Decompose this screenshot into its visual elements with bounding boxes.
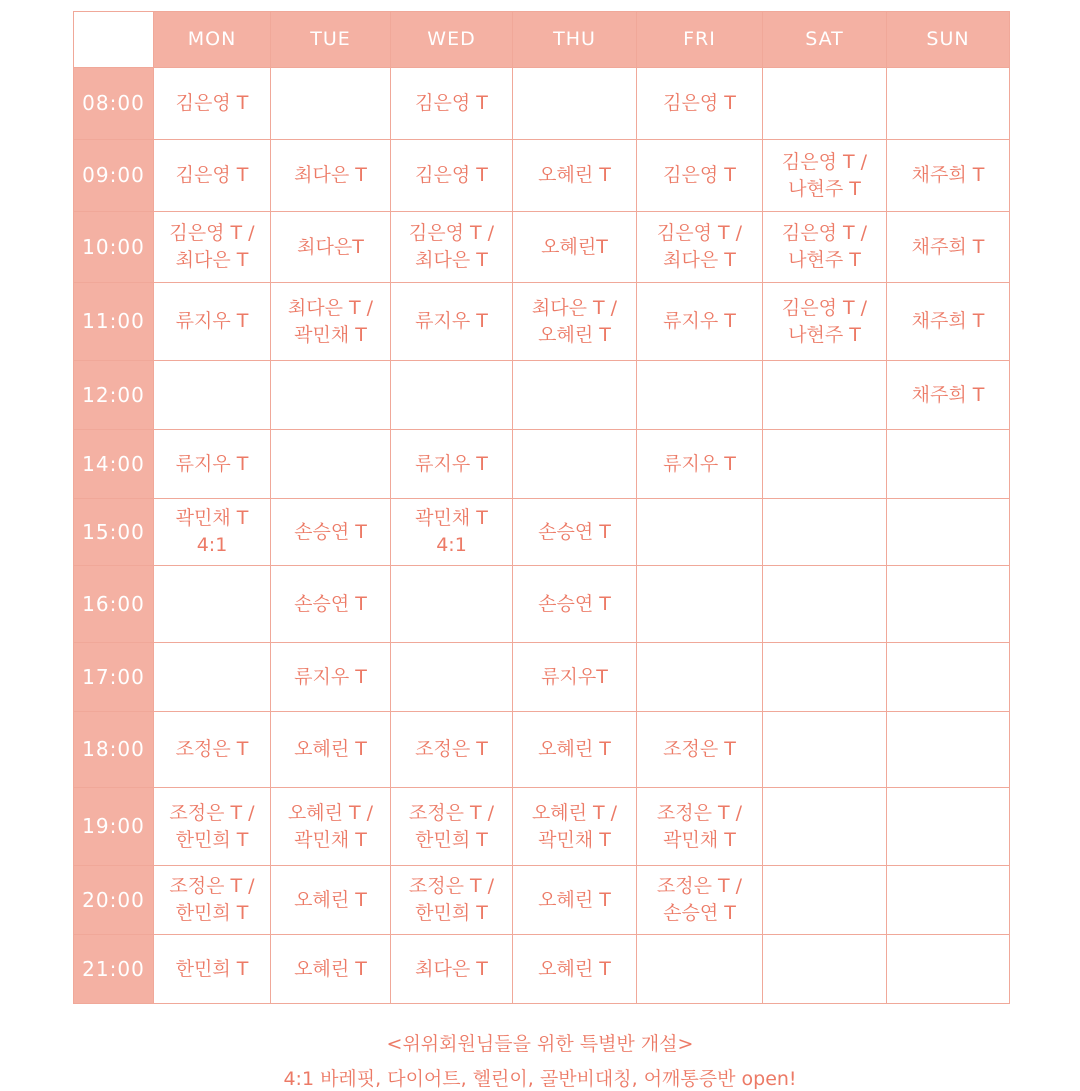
schedule-cell — [637, 361, 763, 430]
weekly-schedule-table — [73, 11, 1010, 1004]
special-class-title: <위위회원님들을 위한 특별반 개설> — [386, 1033, 694, 1055]
schedule-cell — [637, 935, 763, 1004]
instructor-entry: 김은영 T — [663, 164, 736, 186]
instructor-entry: 오혜린T — [541, 235, 608, 258]
instructor-entry: 김은영 T / — [169, 222, 255, 244]
schedule-cell — [637, 788, 763, 866]
time-row — [74, 788, 1010, 866]
schedule-cell — [154, 361, 271, 430]
schedule-cell — [391, 430, 513, 499]
instructor-entry: 곽민채 T — [294, 323, 367, 346]
schedule-cell — [271, 361, 391, 430]
instructor-entry: 채주희 T — [911, 164, 985, 186]
schedule-cell — [887, 430, 1010, 499]
instructor-entry: 오혜린 T — [538, 957, 611, 980]
instructor-entry: 김은영 T — [415, 164, 488, 186]
instructor-entry: 조정은 T — [415, 738, 488, 760]
instructor-entry: 나현주 T — [788, 177, 861, 200]
schedule-cell — [513, 283, 637, 361]
schedule-cell — [271, 566, 391, 643]
schedule-cell — [763, 68, 887, 140]
schedule-cell — [887, 788, 1010, 866]
time-row — [74, 712, 1010, 788]
schedule-cell — [154, 566, 271, 643]
schedule-cell — [271, 430, 391, 499]
instructor-entry: 오혜린 T — [538, 323, 611, 346]
instructor-entry: 곽민채 T — [538, 828, 611, 851]
schedule-cell — [887, 566, 1010, 643]
schedule-cell — [763, 566, 887, 643]
instructor-entry: 채주희 T — [911, 383, 985, 406]
instructor-entry: 김은영 T / — [408, 222, 495, 244]
instructor-entry: 최다은T — [297, 235, 364, 258]
time-row — [74, 361, 1010, 430]
instructor-entry: 류지우 T — [175, 452, 249, 475]
schedule-cell — [271, 788, 391, 866]
instructor-entry: 류지우T — [541, 665, 608, 688]
instructor-entry: 조정은 T / — [408, 875, 495, 897]
schedule-cell — [271, 866, 391, 935]
schedule-cell — [391, 361, 513, 430]
instructor-entry: 손승연 T — [294, 520, 367, 543]
schedule-cell — [763, 935, 887, 1004]
schedule-cell — [271, 68, 391, 140]
schedule-cell — [763, 788, 887, 866]
schedule-cell — [763, 212, 887, 283]
time-row — [74, 283, 1010, 361]
instructor-entry: 김은영 T / — [781, 150, 868, 173]
schedule-body — [74, 68, 1010, 1004]
instructor-entry: 류지우 T — [663, 452, 736, 475]
instructor-entry: 조정은 T — [663, 738, 736, 760]
schedule-cell — [887, 283, 1010, 361]
instructor-entry: 나현주 T — [788, 249, 861, 271]
schedule-cell — [887, 935, 1010, 1004]
schedule-cell — [513, 361, 637, 430]
schedule-cell — [763, 430, 887, 499]
time-slot-label: 14:00 — [74, 430, 154, 499]
instructor-entry: 손승연 T — [663, 902, 736, 924]
instructor-entry: 김은영 T / — [656, 222, 743, 244]
time-row — [74, 866, 1010, 935]
special-class-subtitle: 4:1 바레핏, 다이어트, 헬린이, 골반비대칭, 어깨통증반 open! — [283, 1068, 797, 1090]
day-header-sat: SAT — [763, 12, 887, 68]
schedule-cell — [513, 935, 637, 1004]
schedule-cell — [513, 140, 637, 212]
instructor-entry: 곽민채 T — [175, 507, 249, 529]
instructor-entry: 4:1 — [436, 534, 467, 556]
instructor-entry: 류지우 T — [294, 665, 367, 688]
schedule-cell — [271, 499, 391, 566]
day-header-row — [74, 12, 1010, 68]
schedule-cell — [154, 643, 271, 712]
schedule-cell — [154, 788, 271, 866]
instructor-entry: 한민희 T — [415, 902, 488, 924]
schedule-cell — [391, 935, 513, 1004]
schedule-cell — [154, 140, 271, 212]
schedule-cell — [154, 866, 271, 935]
instructor-entry: 최다은 T / — [287, 296, 374, 319]
header-corner — [74, 12, 154, 68]
time-row — [74, 499, 1010, 566]
time-slot-label: 19:00 — [74, 788, 154, 866]
schedule-cell — [763, 140, 887, 212]
schedule-cell — [391, 788, 513, 866]
time-slot-label: 09:00 — [74, 140, 154, 212]
instructor-entry: 나현주 T — [788, 323, 861, 346]
time-row — [74, 140, 1010, 212]
time-row — [74, 68, 1010, 140]
instructor-entry: 오혜린 T — [294, 738, 367, 760]
schedule-cell — [391, 566, 513, 643]
schedule-cell — [637, 643, 763, 712]
schedule-cell — [763, 712, 887, 788]
schedule-cell — [391, 866, 513, 935]
schedule-cell — [637, 430, 763, 499]
instructor-entry: 조정은 T / — [656, 801, 743, 824]
instructor-entry: 곽민채 T — [415, 507, 488, 529]
instructor-entry: 한민희 T — [415, 828, 488, 851]
time-slot-label: 18:00 — [74, 712, 154, 788]
schedule-cell — [513, 788, 637, 866]
instructor-entry: 한민희 T — [175, 828, 249, 851]
schedule-cell — [637, 68, 763, 140]
instructor-entry: 손승연 T — [538, 520, 611, 543]
schedule-cell — [513, 430, 637, 499]
instructor-entry: 김은영 T / — [781, 296, 868, 319]
day-header-thu: THU — [513, 12, 637, 68]
time-slot-label: 12:00 — [74, 361, 154, 430]
schedule-cell — [513, 643, 637, 712]
instructor-entry: 조정은 T — [175, 738, 249, 760]
time-slot-label: 20:00 — [74, 866, 154, 935]
instructor-entry: 류지우 T — [175, 310, 249, 332]
instructor-entry: 손승연 T — [538, 592, 611, 615]
schedule-cell — [154, 212, 271, 283]
time-slot-label: 08:00 — [74, 68, 154, 140]
schedule-cell — [391, 283, 513, 361]
time-slot-label: 15:00 — [74, 499, 154, 566]
schedule-cell — [391, 643, 513, 712]
schedule-cell — [637, 212, 763, 283]
instructor-entry: 한민희 T — [175, 957, 249, 980]
day-header-fri: FRI — [637, 12, 763, 68]
time-row — [74, 566, 1010, 643]
instructor-entry: 오혜린 T / — [531, 801, 618, 824]
day-header-sun: SUN — [887, 12, 1010, 68]
schedule-cell — [887, 68, 1010, 140]
instructor-entry: 곽민채 T — [294, 828, 367, 851]
schedule-cell — [271, 212, 391, 283]
schedule-cell — [887, 499, 1010, 566]
time-slot-label: 21:00 — [74, 935, 154, 1004]
instructor-entry: 최다은 T / — [531, 296, 618, 319]
schedule-cell — [391, 68, 513, 140]
schedule-cell — [391, 712, 513, 788]
schedule-cell — [391, 499, 513, 566]
schedule-cell — [513, 499, 637, 566]
schedule-cell — [513, 866, 637, 935]
time-slot-label: 11:00 — [74, 283, 154, 361]
day-header-mon: MON — [154, 12, 271, 68]
schedule-cell — [391, 140, 513, 212]
instructor-entry: 류지우 T — [415, 452, 488, 475]
time-row — [74, 430, 1010, 499]
instructor-entry: 김은영 T — [175, 92, 249, 114]
schedule-cell — [154, 712, 271, 788]
schedule-cell — [154, 430, 271, 499]
schedule-cell — [887, 212, 1010, 283]
schedule-cell — [513, 68, 637, 140]
schedule-cell — [887, 361, 1010, 430]
instructor-entry: 오혜린 T / — [287, 801, 374, 824]
instructor-entry: 4:1 — [196, 534, 228, 556]
schedule-cell — [763, 499, 887, 566]
time-row — [74, 212, 1010, 283]
time-slot-label: 17:00 — [74, 643, 154, 712]
schedule-cell — [763, 866, 887, 935]
schedule-cell — [637, 866, 763, 935]
time-slot-label: 16:00 — [74, 566, 154, 643]
schedule-cell — [513, 212, 637, 283]
schedule-cell — [271, 935, 391, 1004]
schedule-cell — [271, 283, 391, 361]
instructor-entry: 손승연 T — [294, 592, 367, 615]
instructor-entry: 조정은 T / — [169, 801, 255, 824]
schedule-cell — [154, 68, 271, 140]
schedule-cell — [391, 212, 513, 283]
schedule-cell — [637, 283, 763, 361]
day-header-tue: TUE — [271, 12, 391, 68]
schedule-cell — [637, 140, 763, 212]
instructor-entry: 류지우 T — [415, 310, 488, 332]
schedule-cell — [271, 712, 391, 788]
time-row — [74, 643, 1010, 712]
instructor-entry: 최다은 T — [415, 957, 488, 980]
instructor-entry: 한민희 T — [175, 902, 249, 924]
schedule-cell — [763, 283, 887, 361]
instructor-entry: 김은영 T / — [781, 222, 868, 244]
instructor-entry: 곽민채 T — [663, 828, 736, 851]
instructor-entry: 오혜린 T — [538, 888, 611, 911]
instructor-entry: 조정은 T / — [408, 801, 495, 824]
instructor-entry: 김은영 T — [415, 92, 488, 114]
instructor-entry: 채주희 T — [911, 235, 985, 258]
instructor-entry: 최다은 T — [294, 164, 367, 186]
schedule-cell — [154, 499, 271, 566]
instructor-entry: 김은영 T — [663, 92, 736, 114]
time-row — [74, 935, 1010, 1004]
instructor-entry: 김은영 T — [175, 164, 249, 186]
day-header-wed: WED — [391, 12, 513, 68]
instructor-entry: 류지우 T — [663, 310, 736, 332]
schedule-cell — [271, 140, 391, 212]
instructor-entry: 최다은 T — [663, 249, 736, 271]
instructor-entry: 조정은 T / — [656, 875, 743, 897]
schedule-cell — [637, 499, 763, 566]
schedule-cell — [513, 712, 637, 788]
time-slot-label: 10:00 — [74, 212, 154, 283]
schedule-cell — [887, 712, 1010, 788]
instructor-entry: 최다은 T — [175, 249, 249, 271]
schedule-cell — [513, 566, 637, 643]
instructor-entry: 최다은 T — [415, 249, 488, 271]
instructor-entry: 오혜린 T — [294, 957, 367, 980]
schedule-cell — [887, 866, 1010, 935]
schedule-cell — [154, 935, 271, 1004]
schedule-cell — [887, 140, 1010, 212]
instructor-entry: 채주희 T — [911, 310, 985, 332]
schedule-cell — [637, 712, 763, 788]
schedule-cell — [887, 643, 1010, 712]
instructor-entry: 오혜린 T — [538, 164, 611, 186]
instructor-entry: 오혜린 T — [294, 888, 367, 911]
schedule-cell — [154, 283, 271, 361]
schedule-cell — [763, 361, 887, 430]
schedule-cell — [271, 643, 391, 712]
schedule-cell — [637, 566, 763, 643]
schedule-cell — [763, 643, 887, 712]
instructor-entry: 조정은 T / — [169, 875, 255, 897]
instructor-entry: 오혜린 T — [538, 738, 611, 760]
